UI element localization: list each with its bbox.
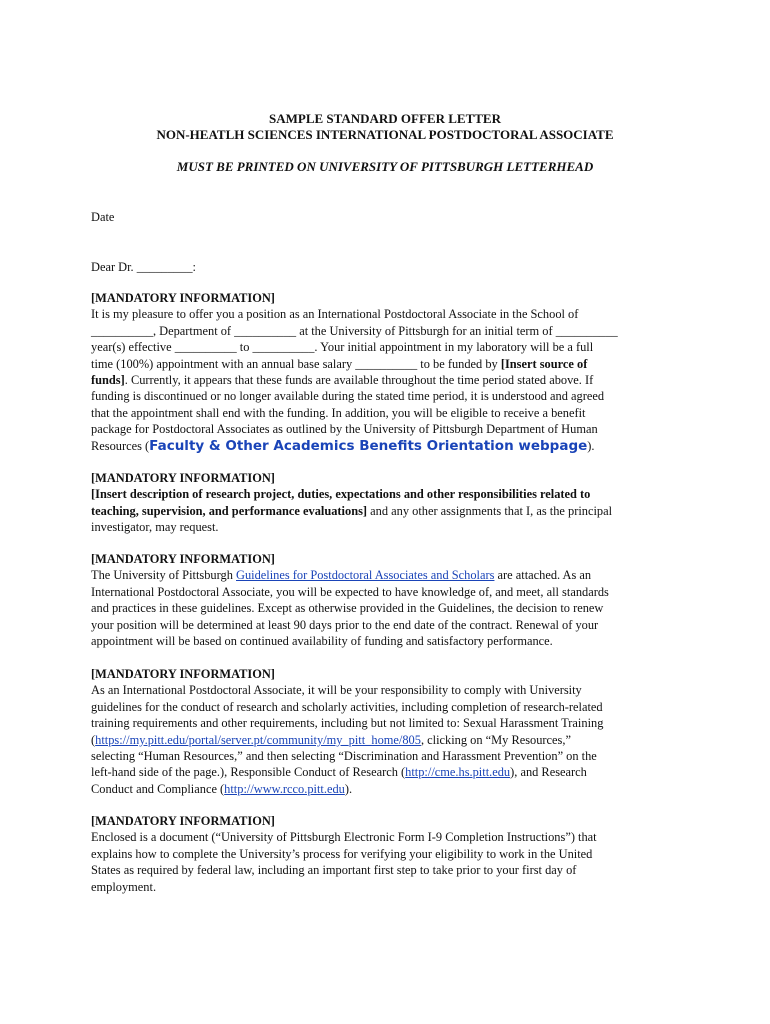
text-run: and any other assignments that I, as the principal <box>367 503 613 518</box>
letter-title: SAMPLE STANDARD OFFER LETTER <box>269 111 501 126</box>
paragraph-line: funding is discontinued or no longer available during the stated time period, it is understood and agreed <box>91 389 605 404</box>
paragraph-line: It is my pleasure to offer you a position as an International Postdoctoral Associate in the School of <box>91 307 579 322</box>
bold-placeholder: teaching, supervision, and performance evaluations] <box>91 503 368 518</box>
postdoc-guidelines-link[interactable]: Guidelines for Postdoctoral Associates and Scholars <box>236 568 495 583</box>
cme-link[interactable]: http://cme.hs.pitt.edu <box>405 765 511 780</box>
text-run: left-hand side of the page.), Responsible Conduct of Research ( <box>91 765 406 780</box>
paragraph-line: As an International Postdoctoral Associate, it will be your responsibility to comply with University <box>91 683 582 698</box>
paragraph-line <box>91 372 691 388</box>
paragraph-line <box>91 567 691 583</box>
paragraph-line: appointment will be based on continued availability of funding and satisfactory performance. <box>91 634 553 649</box>
text-run: ), and Research <box>510 765 587 780</box>
section-heading: [MANDATORY INFORMATION] <box>91 471 275 485</box>
paragraph-line <box>91 732 691 748</box>
text-run: ). <box>344 781 353 796</box>
paragraph-line: __________, Department of __________ at the University of Pittsburgh for an initial term of __________ <box>91 323 618 338</box>
salutation: Dear Dr. _________: <box>91 260 196 274</box>
bold-placeholder: [Insert description of research project, duties, expectations and other responsibilities related to <box>91 487 591 502</box>
text-run: Resources ( <box>91 438 150 453</box>
date-label: Date <box>91 210 115 224</box>
section-appointment <box>91 290 691 454</box>
paragraph-line <box>91 781 691 797</box>
bold-placeholder: [Insert source of <box>500 356 588 371</box>
paragraph-line <box>91 438 691 454</box>
paragraph-line <box>91 486 691 502</box>
paragraph-line: States as required by federal law, including an important first step to take prior to your first day of <box>91 863 577 878</box>
paragraph-line: employment. <box>91 879 157 894</box>
letter-subtitle: NON-HEATLH SCIENCES INTERNATIONAL POSTDOCTORAL ASSOCIATE <box>156 127 614 142</box>
section-heading: [MANDATORY INFORMATION] <box>91 291 275 305</box>
text-run: , clicking on “My Resources,” <box>420 732 571 747</box>
paragraph-line: explains how to complete the University’s process for verifying your eligibility to work in the United <box>91 846 593 861</box>
section-heading: [MANDATORY INFORMATION] <box>91 552 275 566</box>
benefits-orientation-link[interactable]: Faculty & Other Academics Benefits Orientation webpage <box>149 437 588 454</box>
paragraph-line: that the appointment shall end with the funding. In addition, you will be eligible to receive a benefit <box>91 405 586 420</box>
paragraph-line: International Postdoctoral Associate, you will be expected to have knowledge of, and meet, all standards <box>91 584 609 599</box>
section-guidelines <box>91 551 691 649</box>
paragraph-line: selecting “Human Resources,” and then selecting “Discrimination and Harassment Prevention” on the <box>91 749 597 764</box>
section-heading: [MANDATORY INFORMATION] <box>91 814 275 828</box>
paragraph-line: investigator, may request. <box>91 520 219 535</box>
text-run: ( <box>91 732 96 747</box>
paragraph-line <box>91 503 691 519</box>
text-run: . Currently, it appears that these funds are available throughout the time period stated above. If <box>124 373 594 388</box>
text-run: The University of Pittsburgh <box>91 568 237 583</box>
paragraph-line: year(s) effective __________ to __________. Your initial appointment in my laboratory will be a full <box>91 340 594 355</box>
bold-placeholder: funds] <box>91 373 125 388</box>
section-research-description <box>91 470 691 536</box>
section-i9 <box>91 813 691 895</box>
paragraph-line: training requirements and other requirements, including but not limited to: Sexual Harassment Training <box>91 716 604 731</box>
paragraph-line <box>91 764 691 780</box>
paragraph-line <box>91 356 691 372</box>
section-heading: [MANDATORY INFORMATION] <box>91 667 275 681</box>
section-compliance <box>91 666 691 797</box>
my-pitt-link[interactable]: https://my.pitt.edu/portal/server.pt/community/my_pitt_home/805 <box>95 732 421 747</box>
text-run: are attached. As an <box>494 568 592 583</box>
paragraph-line: guidelines for the conduct of research and scholarly activities, including completion of research-related <box>91 699 603 714</box>
paragraph-line: your position will be determined at least 90 days prior to the end date of the contract. Renewal of your <box>91 617 599 632</box>
paragraph-line: package for Postdoctoral Associates as outlined by the University of Pittsburgh Department of Human <box>91 422 598 437</box>
letterhead-notice: MUST BE PRINTED ON UNIVERSITY OF PITTSBURGH LETTERHEAD <box>176 159 594 174</box>
paragraph-line: Enclosed is a document (“University of Pittsburgh Electronic Form I-9 Completion Instructions”) that <box>91 830 597 845</box>
rcco-link[interactable]: http://www.rcco.pitt.edu <box>224 781 345 796</box>
text-run: time (100%) appointment with an annual base salary __________ to be funded by <box>91 356 501 371</box>
paragraph-line: and practices in these guidelines. Except as otherwise provided in the Guidelines, the decision to renew <box>91 601 604 616</box>
text-run: ). <box>587 438 595 453</box>
text-run: Conduct and Compliance ( <box>91 781 225 796</box>
